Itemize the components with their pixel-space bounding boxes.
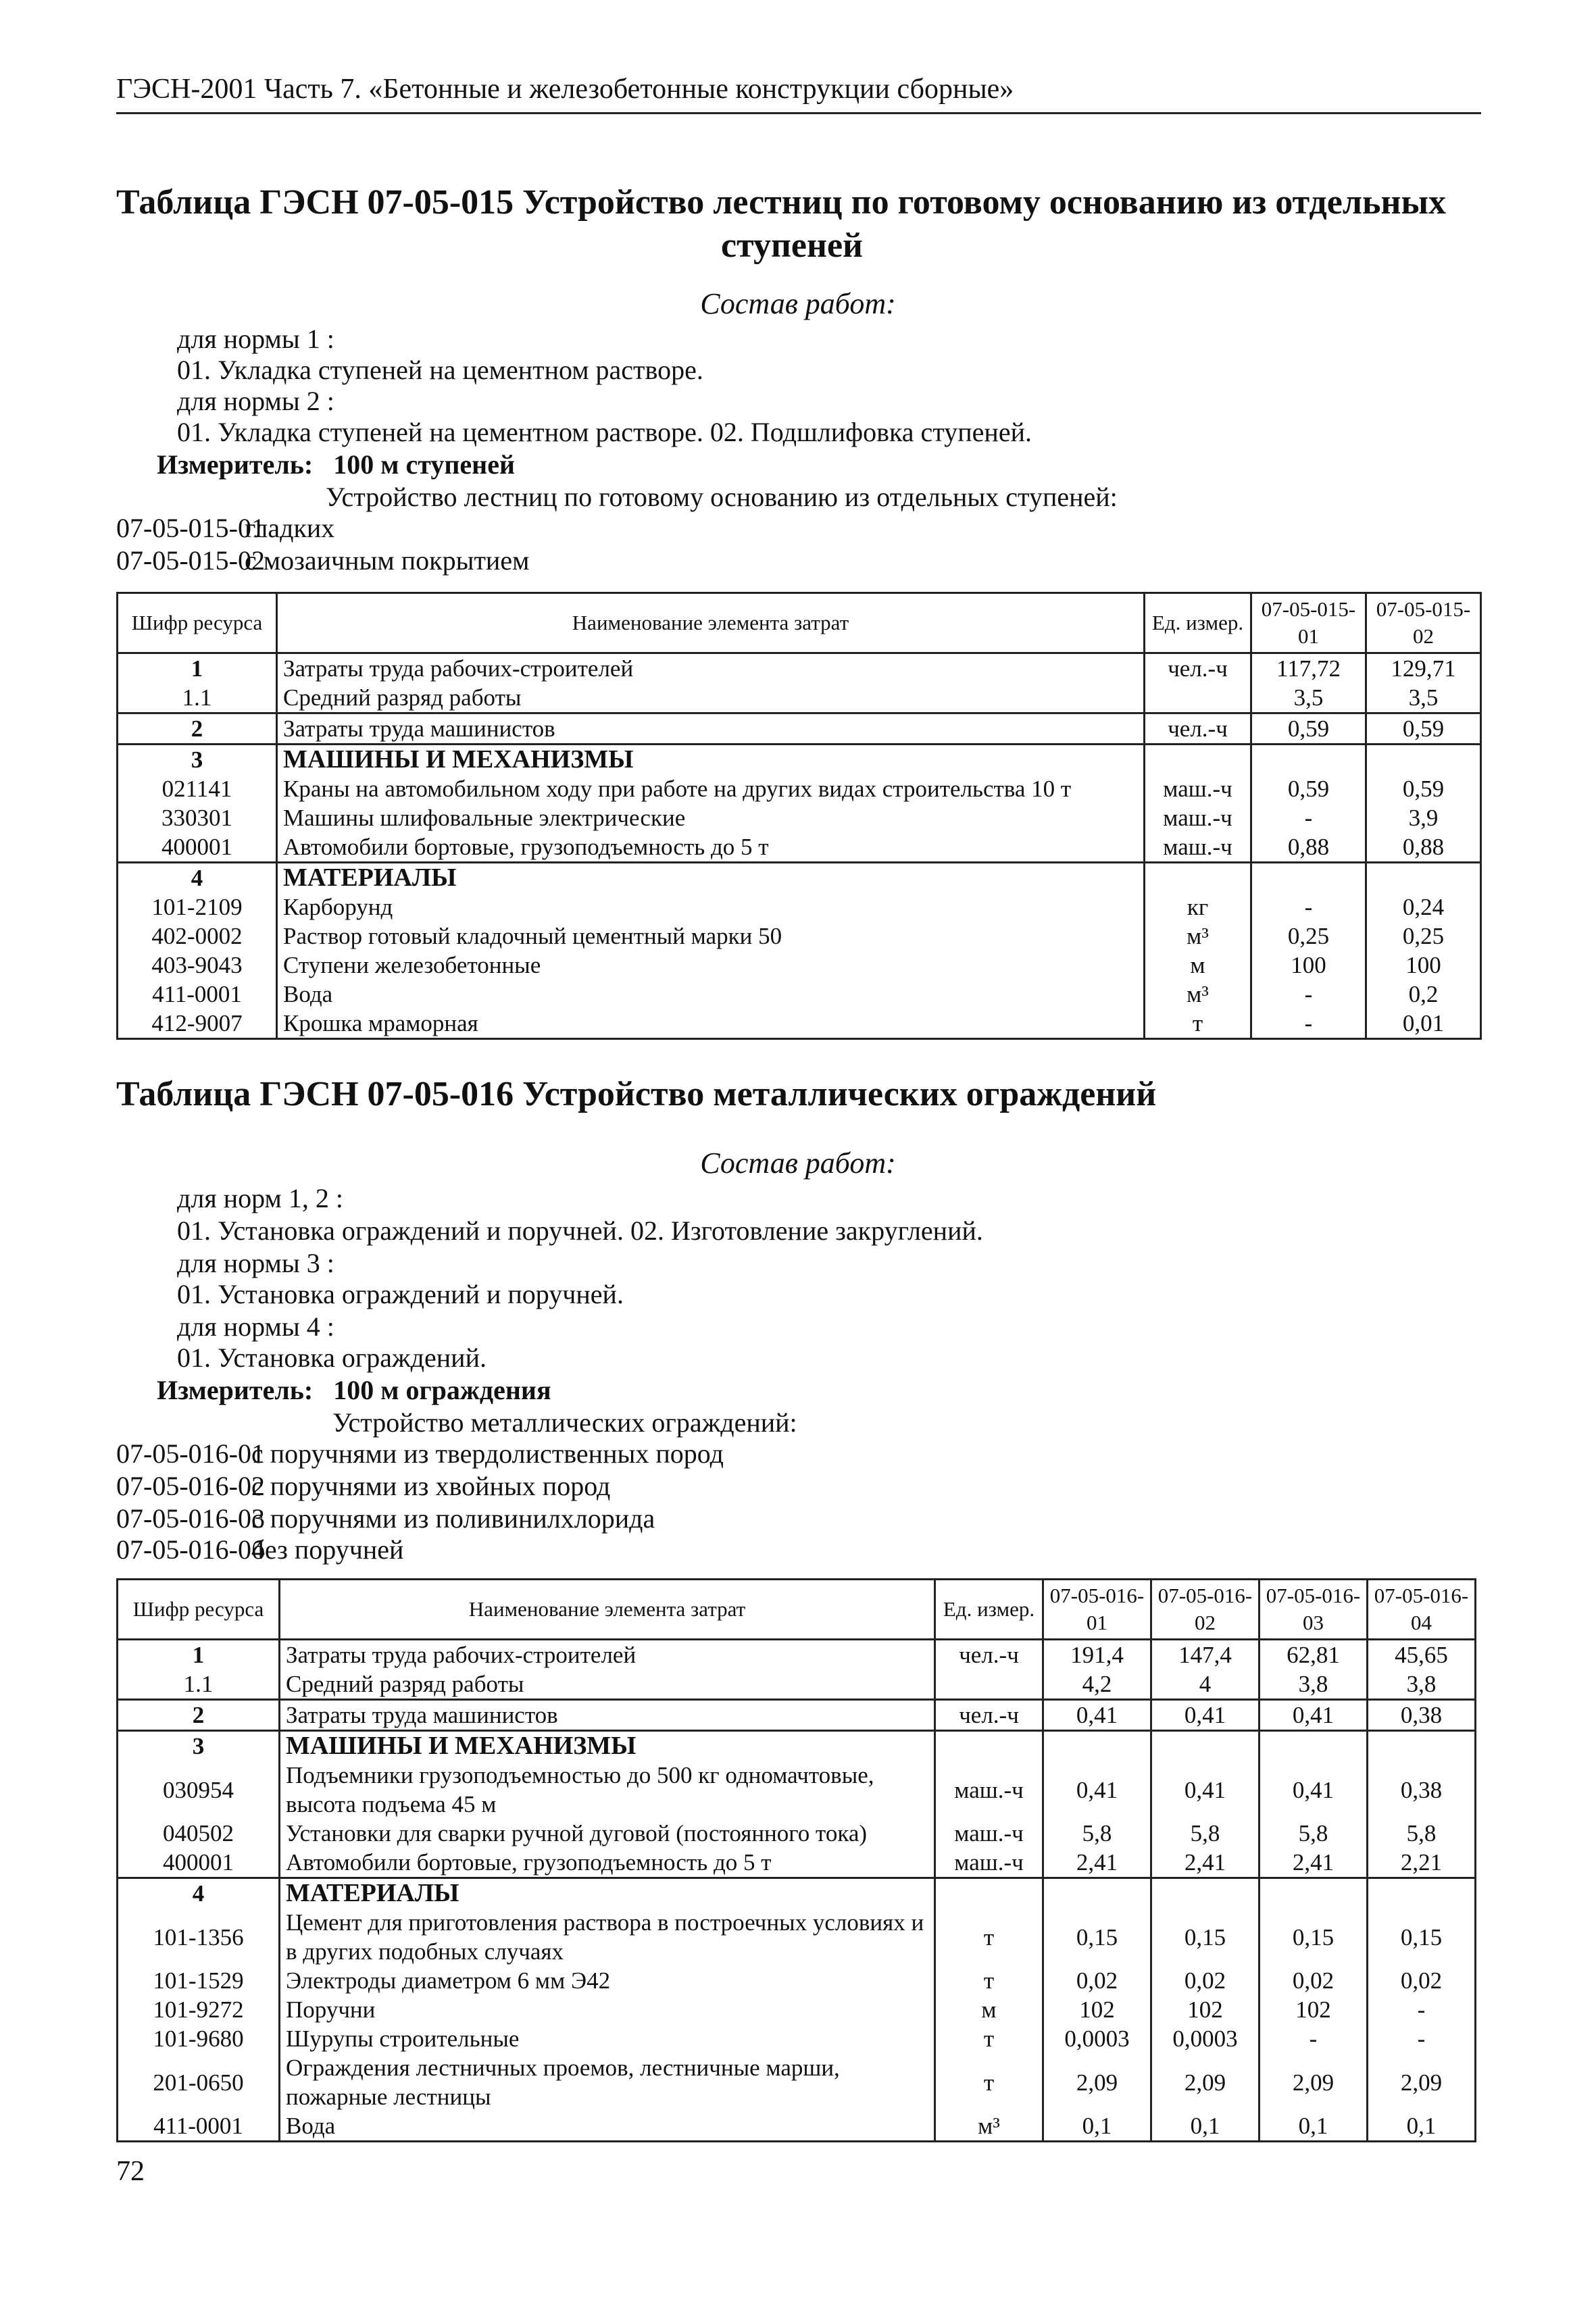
resource-unit: чел.-ч <box>935 1640 1043 1670</box>
norm-value: 5,8 <box>1151 1819 1260 1848</box>
norm-value: 2,09 <box>1260 2053 1368 2111</box>
table-row <box>118 745 1481 775</box>
resource-name: МАТЕРИАЛЫ <box>277 863 1145 893</box>
norm-value: 3,5 <box>1251 683 1366 713</box>
column-header: Шифр ресурса <box>118 1580 280 1640</box>
resource-name: Шурупы строительные <box>280 2024 935 2053</box>
table2-work-heading: Состав работ: <box>700 1147 896 1180</box>
norm-value: 102 <box>1151 1995 1260 2024</box>
resource-code: 201-0650 <box>118 2053 280 2111</box>
table1-norm <box>116 545 529 576</box>
resource-code: 403-9043 <box>118 951 277 980</box>
resource-code: 400001 <box>118 1848 280 1878</box>
resource-code: 3 <box>118 745 277 775</box>
resource-unit: маш.-ч <box>935 1819 1043 1848</box>
norm-value: 5,8 <box>1043 1819 1151 1848</box>
norm-value <box>1151 1878 1260 1909</box>
table-row <box>118 832 1481 863</box>
table2-work-line: для нормы 4 : <box>177 1311 334 1342</box>
table-row <box>118 1640 1476 1670</box>
column-header: Наименование элемента затрат <box>280 1580 935 1640</box>
table-row <box>118 922 1481 951</box>
norm-value: 0,88 <box>1251 832 1366 863</box>
resource-name: МАТЕРИАЛЫ <box>280 1878 935 1909</box>
resource-unit: маш.-ч <box>1145 832 1251 863</box>
norm-value: 0,02 <box>1043 1966 1151 1995</box>
norm-text: гладких <box>245 513 335 543</box>
norm-value: 0,59 <box>1366 774 1481 803</box>
column-header: 07-05-016-02 <box>1151 1580 1260 1640</box>
norm-value: 0,24 <box>1366 892 1481 922</box>
resource-name: Поручни <box>280 1995 935 2024</box>
norm-value: 2,09 <box>1043 2053 1151 2111</box>
table-header-row <box>118 593 1481 653</box>
norm-value: 147,4 <box>1151 1640 1260 1670</box>
table-row <box>118 863 1481 893</box>
norm-value: 0,02 <box>1260 1966 1368 1995</box>
table-row <box>118 653 1481 684</box>
norm-value: 3,8 <box>1368 1669 1476 1700</box>
page-number: 72 <box>116 2156 145 2187</box>
resource-unit <box>935 1731 1043 1761</box>
resource-name: Средний разряд работы <box>277 683 1145 713</box>
norm-text: с мозаичным покрытием <box>245 545 530 576</box>
norm-value <box>1043 1878 1151 1909</box>
resource-name: Ступени железобетонные <box>277 951 1145 980</box>
table1-work-line: для нормы 2 : <box>177 386 334 416</box>
table-row <box>118 2024 1476 2053</box>
column-header: 07-05-016-04 <box>1368 1580 1476 1640</box>
norm-value <box>1260 1731 1368 1761</box>
resource-name: МАШИНЫ И МЕХАНИЗМЫ <box>280 1731 935 1761</box>
norm-text: без поручней <box>251 1534 404 1565</box>
resource-name: Вода <box>280 2111 935 2142</box>
table1-measure-label: Измеритель: <box>157 449 314 480</box>
norm-value: - <box>1251 980 1366 1009</box>
resource-name: МАШИНЫ И МЕХАНИЗМЫ <box>277 745 1145 775</box>
table2-norm <box>116 1503 655 1534</box>
resource-unit: маш.-ч <box>1145 774 1251 803</box>
norm-value <box>1366 745 1481 775</box>
norm-value: - <box>1368 1995 1476 2024</box>
resource-code: 101-1356 <box>118 1908 280 1966</box>
norm-value: 2,41 <box>1151 1848 1260 1878</box>
column-header: 07-05-015-02 <box>1366 593 1481 653</box>
norm-value: 5,8 <box>1368 1819 1476 1848</box>
table-header-row <box>118 1580 1476 1640</box>
norm-value: 0,41 <box>1151 1700 1260 1731</box>
norm-value: 0,41 <box>1260 1761 1368 1819</box>
norm-value: 0,15 <box>1151 1908 1260 1966</box>
norm-value: 0,15 <box>1368 1908 1476 1966</box>
resource-unit: т <box>1145 1009 1251 1039</box>
resource-unit: чел.-ч <box>1145 713 1251 745</box>
table-row <box>118 1669 1476 1700</box>
norm-code: 07-05-015-02 <box>116 545 265 576</box>
table-row <box>118 774 1481 803</box>
table1-work-line: для нормы 1 : <box>177 324 334 354</box>
resource-unit: м³ <box>1145 922 1251 951</box>
resource-unit: т <box>935 1966 1043 1995</box>
resource-code: 3 <box>118 1731 280 1761</box>
table-row <box>118 980 1481 1009</box>
table1-work-line: 01. Укладка ступеней на цементном растворе. 02. Подшлифовка ступеней. <box>177 417 1032 447</box>
resource-name: Крошка мраморная <box>277 1009 1145 1039</box>
norm-value: 129,71 <box>1366 653 1481 684</box>
norm-value: 0,01 <box>1366 1009 1481 1039</box>
norm-code: 07-05-016-01 <box>116 1438 265 1469</box>
column-header: Наименование элемента затрат <box>277 593 1145 653</box>
norm-value: 0,0003 <box>1043 2024 1151 2053</box>
norm-value: 2,21 <box>1368 1848 1476 1878</box>
norm-value <box>1368 1731 1476 1761</box>
table-row <box>118 713 1481 745</box>
norm-text: с поручнями из хвойных пород <box>251 1471 611 1501</box>
column-header: 07-05-016-03 <box>1260 1580 1368 1640</box>
norm-value: 0,25 <box>1251 922 1366 951</box>
norm-code: 07-05-016-03 <box>116 1503 265 1534</box>
norm-value: 0,59 <box>1251 713 1366 745</box>
column-header: Ед. измер. <box>935 1580 1043 1640</box>
norm-value <box>1043 1731 1151 1761</box>
resource-code: 400001 <box>118 832 277 863</box>
norm-value: 191,4 <box>1043 1640 1151 1670</box>
resource-code: 2 <box>118 713 277 745</box>
resource-unit: м <box>935 1995 1043 2024</box>
table-row <box>118 1995 1476 2024</box>
resource-unit: т <box>935 2053 1043 2111</box>
norm-value: 102 <box>1260 1995 1368 2024</box>
table2-work-line: 01. Установка ограждений и поручней. 02. Изготовление закруглений. <box>177 1215 983 1246</box>
resource-name: Затраты труда машинистов <box>280 1700 935 1731</box>
norm-value: 0,1 <box>1368 2111 1476 2142</box>
table-row <box>118 1878 1476 1909</box>
column-header: Ед. измер. <box>1145 593 1251 653</box>
table1-description: Устройство лестниц по готовому основанию из отдельных ступеней: <box>326 482 1118 512</box>
norm-value: 0,1 <box>1151 2111 1260 2142</box>
resource-unit: маш.-ч <box>935 1848 1043 1878</box>
norm-value: 0,25 <box>1366 922 1481 951</box>
table-row <box>118 1700 1476 1731</box>
resource-name: Установки для сварки ручной дуговой (постоянного тока) <box>280 1819 935 1848</box>
resource-unit <box>1145 863 1251 893</box>
norm-value <box>1368 1878 1476 1909</box>
table1-title-line2: ступеней <box>721 226 863 265</box>
norm-value: 5,8 <box>1260 1819 1368 1848</box>
norm-value <box>1251 745 1366 775</box>
norm-value: 0,1 <box>1043 2111 1151 2142</box>
norm-value: 3,9 <box>1366 803 1481 832</box>
column-header: 07-05-016-01 <box>1043 1580 1151 1640</box>
norm-value <box>1151 1731 1260 1761</box>
norm-value: 4,2 <box>1043 1669 1151 1700</box>
resource-unit: чел.-ч <box>1145 653 1251 684</box>
resource-name: Ограждения лестничных проемов, лестничные марши, пожарные лестницы <box>280 2053 935 2111</box>
norm-code: 07-05-016-02 <box>116 1471 265 1501</box>
norm-value: 3,5 <box>1366 683 1481 713</box>
resource-name: Краны на автомобильном ходу при работе на других видах строительства 10 т <box>277 774 1145 803</box>
resource-code: 1 <box>118 653 277 684</box>
norm-value: - <box>1251 803 1366 832</box>
norm-code: 07-05-015-01 <box>116 513 265 543</box>
resource-code: 412-9007 <box>118 1009 277 1039</box>
table-row <box>118 1761 1476 1819</box>
table2-measure-value: 100 м ограждения <box>333 1375 551 1405</box>
resource-name: Вода <box>277 980 1145 1009</box>
resource-name: Подъемники грузоподъемностью до 500 кг одномачтовые, высота подъема 45 м <box>280 1761 935 1819</box>
table2-norm <box>116 1534 403 1565</box>
resource-name: Средний разряд работы <box>280 1669 935 1700</box>
resource-code: 411-0001 <box>118 2111 280 2142</box>
norm-value: 0,41 <box>1260 1700 1368 1731</box>
table2-work-line: для норм 1, 2 : <box>177 1183 343 1213</box>
column-header: 07-05-015-01 <box>1251 593 1366 653</box>
resource-unit: м³ <box>935 2111 1043 2142</box>
resource-code: 101-9272 <box>118 1995 280 2024</box>
resource-name: Электроды диаметром 6 мм Э42 <box>280 1966 935 1995</box>
norm-value: - <box>1260 2024 1368 2053</box>
resource-code: 030954 <box>118 1761 280 1819</box>
resource-name: Цемент для приготовления раствора в построечных условиях и в других подобных случаях <box>280 1908 935 1966</box>
resource-unit: т <box>935 1908 1043 1966</box>
table-row <box>118 803 1481 832</box>
table-row <box>118 951 1481 980</box>
table-row <box>118 1009 1481 1039</box>
table2-norm <box>116 1470 610 1502</box>
resource-unit: чел.-ч <box>935 1700 1043 1731</box>
table-row <box>118 1731 1476 1761</box>
norm-value <box>1260 1878 1368 1909</box>
norm-value: 0,41 <box>1151 1761 1260 1819</box>
norm-value: 0,88 <box>1366 832 1481 863</box>
resource-name: Затраты труда машинистов <box>277 713 1145 745</box>
resource-unit: т <box>935 2024 1043 2053</box>
norm-value: 117,72 <box>1251 653 1366 684</box>
resource-unit <box>1145 683 1251 713</box>
table2-measure-label: Измеритель: <box>157 1375 314 1405</box>
resource-code: 021141 <box>118 774 277 803</box>
norm-value <box>1251 863 1366 893</box>
table1-resources <box>116 592 1482 1040</box>
running-header: ГЭСН-2001 Часть 7. «Бетонные и железобетонные конструкции сборные» <box>116 73 1481 114</box>
norm-value: 0,41 <box>1043 1761 1151 1819</box>
resource-code: 2 <box>118 1700 280 1731</box>
resource-code: 402-0002 <box>118 922 277 951</box>
table2-resources <box>116 1578 1476 2142</box>
table2-title: Таблица ГЭСН 07-05-016 Устройство металлических ограждений <box>116 1075 1157 1113</box>
table2-description: Устройство металлических ограждений: <box>332 1407 797 1438</box>
norm-value: 0,15 <box>1043 1908 1151 1966</box>
norm-value: 102 <box>1043 1995 1151 2024</box>
norm-value: 2,09 <box>1151 2053 1260 2111</box>
norm-value: 0,1 <box>1260 2111 1368 2142</box>
table1-measure <box>157 449 515 480</box>
resource-code: 1 <box>118 1640 280 1670</box>
resource-name: Затраты труда рабочих-строителей <box>280 1640 935 1670</box>
resource-name: Карборунд <box>277 892 1145 922</box>
resource-code: 1.1 <box>118 683 277 713</box>
resource-name: Машины шлифовальные электрические <box>277 803 1145 832</box>
resource-unit: маш.-ч <box>1145 803 1251 832</box>
norm-value: 0,38 <box>1368 1761 1476 1819</box>
table1-title-line1: Таблица ГЭСН 07-05-015 Устройство лестниц по готовому основанию из отдельных <box>116 183 1447 222</box>
table1-work-line: 01. Укладка ступеней на цементном растворе. <box>177 355 703 385</box>
table-row <box>118 1819 1476 1848</box>
resource-code: 1.1 <box>118 1669 280 1700</box>
resource-code: 101-2109 <box>118 892 277 922</box>
norm-value: 3,8 <box>1260 1669 1368 1700</box>
resource-unit <box>1145 745 1251 775</box>
norm-value: 0,59 <box>1251 774 1366 803</box>
resource-code: 330301 <box>118 803 277 832</box>
resource-unit: м³ <box>1145 980 1251 1009</box>
table-row <box>118 892 1481 922</box>
table-row <box>118 2111 1476 2142</box>
norm-value: 0,0003 <box>1151 2024 1260 2053</box>
norm-value: 0,15 <box>1260 1908 1368 1966</box>
table2-measure <box>157 1374 551 1406</box>
norm-value: 0,59 <box>1366 713 1481 745</box>
norm-code: 07-05-016-04 <box>116 1534 265 1565</box>
norm-value: 0,38 <box>1368 1700 1476 1731</box>
norm-text: с поручнями из поливинилхлорида <box>251 1503 655 1534</box>
table2-work-line: 01. Установка ограждений и поручней. <box>177 1279 624 1309</box>
resource-code: 101-9680 <box>118 2024 280 2053</box>
column-header: Шифр ресурса <box>118 593 277 653</box>
table-row <box>118 2053 1476 2111</box>
resource-code: 4 <box>118 1878 280 1909</box>
norm-value: - <box>1251 892 1366 922</box>
table2-norm <box>116 1438 724 1469</box>
norm-value: 2,41 <box>1043 1848 1151 1878</box>
table1-title <box>116 181 1468 268</box>
norm-value: 4 <box>1151 1669 1260 1700</box>
resource-code: 040502 <box>118 1819 280 1848</box>
resource-name: Затраты труда рабочих-строителей <box>277 653 1145 684</box>
norm-value: - <box>1251 1009 1366 1039</box>
norm-value: 62,81 <box>1260 1640 1368 1670</box>
table-row <box>118 683 1481 713</box>
norm-value: 0,41 <box>1043 1700 1151 1731</box>
table-row <box>118 1966 1476 1995</box>
norm-value: 45,65 <box>1368 1640 1476 1670</box>
table1-norm <box>116 512 334 544</box>
resource-name: Раствор готовый кладочный цементный марки 50 <box>277 922 1145 951</box>
norm-value: 0,02 <box>1151 1966 1260 1995</box>
table2-work-line: 01. Установка ограждений. <box>177 1342 487 1373</box>
norm-value: 100 <box>1251 951 1366 980</box>
resource-code: 4 <box>118 863 277 893</box>
table-row <box>118 1908 1476 1966</box>
table2-work-line: для нормы 3 : <box>177 1248 334 1278</box>
norm-value <box>1366 863 1481 893</box>
norm-value: 0,2 <box>1366 980 1481 1009</box>
norm-value: 0,02 <box>1368 1966 1476 1995</box>
table-row <box>118 1848 1476 1878</box>
norm-value: 100 <box>1366 951 1481 980</box>
resource-name: Автомобили бортовые, грузоподъемность до 5 т <box>277 832 1145 863</box>
table1-work-heading: Состав работ: <box>700 287 896 320</box>
table1-measure-value: 100 м ступеней <box>333 449 516 480</box>
resource-code: 411-0001 <box>118 980 277 1009</box>
resource-code: 101-1529 <box>118 1966 280 1995</box>
resource-unit <box>935 1878 1043 1909</box>
resource-name: Автомобили бортовые, грузоподъемность до 5 т <box>280 1848 935 1878</box>
resource-unit: кг <box>1145 892 1251 922</box>
norm-value: 2,09 <box>1368 2053 1476 2111</box>
norm-value: 2,41 <box>1260 1848 1368 1878</box>
norm-value: - <box>1368 2024 1476 2053</box>
resource-unit: маш.-ч <box>935 1761 1043 1819</box>
norm-text: с поручнями из твердолиственных пород <box>251 1438 724 1469</box>
resource-unit <box>935 1669 1043 1700</box>
resource-unit: м <box>1145 951 1251 980</box>
